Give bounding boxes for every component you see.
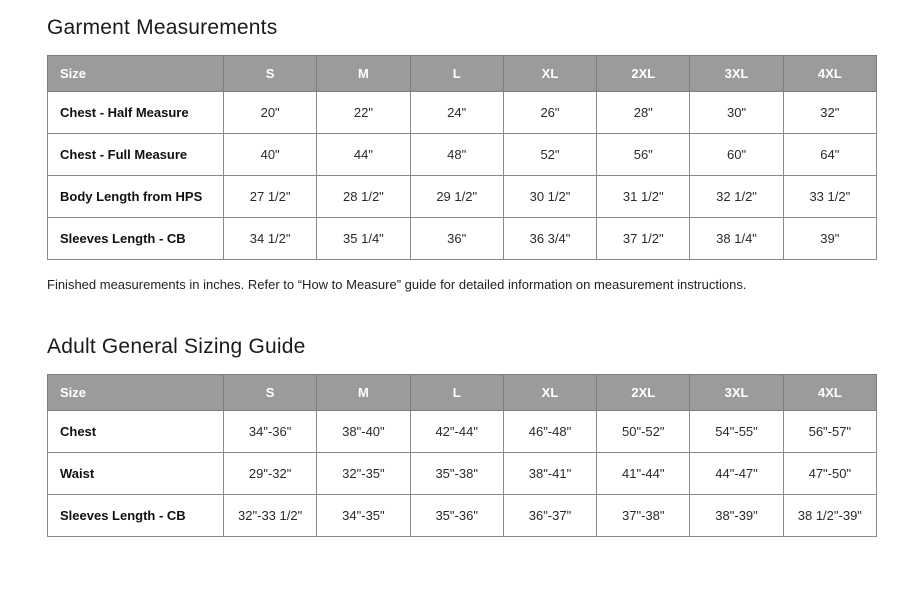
cell-value: 41"-44"	[597, 453, 690, 495]
cell-value: 37"-38"	[597, 495, 690, 537]
cell-value: 42"-44"	[410, 411, 503, 453]
cell-value: 36"-37"	[503, 495, 596, 537]
cell-value: 32"	[783, 92, 876, 134]
col-header-2xl: 2XL	[597, 56, 690, 92]
row-label: Chest - Half Measure	[48, 92, 224, 134]
cell-value: 56"	[597, 134, 690, 176]
col-header-2xl: 2XL	[597, 375, 690, 411]
row-label: Chest	[48, 411, 224, 453]
cell-value: 50"-52"	[597, 411, 690, 453]
cell-value: 39"	[783, 218, 876, 260]
garment-table-header	[48, 56, 877, 92]
cell-value: 22"	[317, 92, 410, 134]
cell-value: 30"	[690, 92, 783, 134]
row-label: Waist	[48, 453, 224, 495]
col-header-s: S	[224, 56, 317, 92]
cell-value: 28 1/2"	[317, 176, 410, 218]
table-row-sleeves-length	[48, 218, 877, 260]
header-row	[48, 375, 877, 411]
col-header-4xl: 4XL	[783, 56, 876, 92]
cell-value: 34 1/2"	[224, 218, 317, 260]
cell-value: 38"-41"	[503, 453, 596, 495]
cell-value: 29"-32"	[224, 453, 317, 495]
sizing-table-header	[48, 375, 877, 411]
cell-value: 38"-40"	[317, 411, 410, 453]
garment-measurements-title: Garment Measurements	[47, 16, 278, 39]
col-header-4xl: 4XL	[783, 375, 876, 411]
row-label: Sleeves Length - CB	[48, 218, 224, 260]
col-header-s: S	[224, 375, 317, 411]
cell-value: 27 1/2"	[224, 176, 317, 218]
cell-value: 46"-48"	[503, 411, 596, 453]
cell-value: 20"	[224, 92, 317, 134]
measurement-footnote: Finished measurements in inches. Refer to “How to Measure” guide for detailed information on measurement instructions.	[47, 277, 747, 292]
table-row-body-length	[48, 176, 877, 218]
adult-sizing-guide-title: Adult General Sizing Guide	[47, 335, 306, 358]
cell-value: 32 1/2"	[690, 176, 783, 218]
cell-value: 52"	[503, 134, 596, 176]
col-header-xl: XL	[503, 56, 596, 92]
cell-value: 35"-36"	[410, 495, 503, 537]
cell-value: 38 1/2"-39"	[783, 495, 876, 537]
row-label: Chest - Full Measure	[48, 134, 224, 176]
cell-value: 38 1/4"	[690, 218, 783, 260]
cell-value: 35 1/4"	[317, 218, 410, 260]
cell-value: 44"	[317, 134, 410, 176]
table-row-waist	[48, 453, 877, 495]
cell-value: 38"-39"	[690, 495, 783, 537]
cell-value: 34"-36"	[224, 411, 317, 453]
cell-value: 29 1/2"	[410, 176, 503, 218]
header-row	[48, 56, 877, 92]
cell-value: 37 1/2"	[597, 218, 690, 260]
cell-value: 26"	[503, 92, 596, 134]
cell-value: 44"-47"	[690, 453, 783, 495]
cell-value: 30 1/2"	[503, 176, 596, 218]
cell-value: 34"-35"	[317, 495, 410, 537]
col-header-l: L	[410, 375, 503, 411]
col-header-3xl: 3XL	[690, 56, 783, 92]
cell-value: 32"-33 1/2"	[224, 495, 317, 537]
row-label: Sleeves Length - CB	[48, 495, 224, 537]
col-header-3xl: 3XL	[690, 375, 783, 411]
adult-sizing-guide-table	[47, 374, 877, 537]
cell-value: 40"	[224, 134, 317, 176]
cell-value: 36"	[410, 218, 503, 260]
cell-value: 64"	[783, 134, 876, 176]
table-row-chest	[48, 411, 877, 453]
cell-value: 47"-50"	[783, 453, 876, 495]
col-header-m: M	[317, 375, 410, 411]
size-column-header: Size	[48, 375, 224, 411]
cell-value: 31 1/2"	[597, 176, 690, 218]
size-column-header: Size	[48, 56, 224, 92]
row-label: Body Length from HPS	[48, 176, 224, 218]
cell-value: 54"-55"	[690, 411, 783, 453]
table-row-chest-half	[48, 92, 877, 134]
table-row-sleeves-length	[48, 495, 877, 537]
table-row-chest-full	[48, 134, 877, 176]
col-header-xl: XL	[503, 375, 596, 411]
cell-value: 56"-57"	[783, 411, 876, 453]
cell-value: 60"	[690, 134, 783, 176]
col-header-l: L	[410, 56, 503, 92]
garment-measurements-table	[47, 55, 877, 260]
cell-value: 24"	[410, 92, 503, 134]
cell-value: 32"-35"	[317, 453, 410, 495]
cell-value: 36 3/4"	[503, 218, 596, 260]
cell-value: 33 1/2"	[783, 176, 876, 218]
cell-value: 48"	[410, 134, 503, 176]
col-header-m: M	[317, 56, 410, 92]
cell-value: 28"	[597, 92, 690, 134]
cell-value: 35"-38"	[410, 453, 503, 495]
